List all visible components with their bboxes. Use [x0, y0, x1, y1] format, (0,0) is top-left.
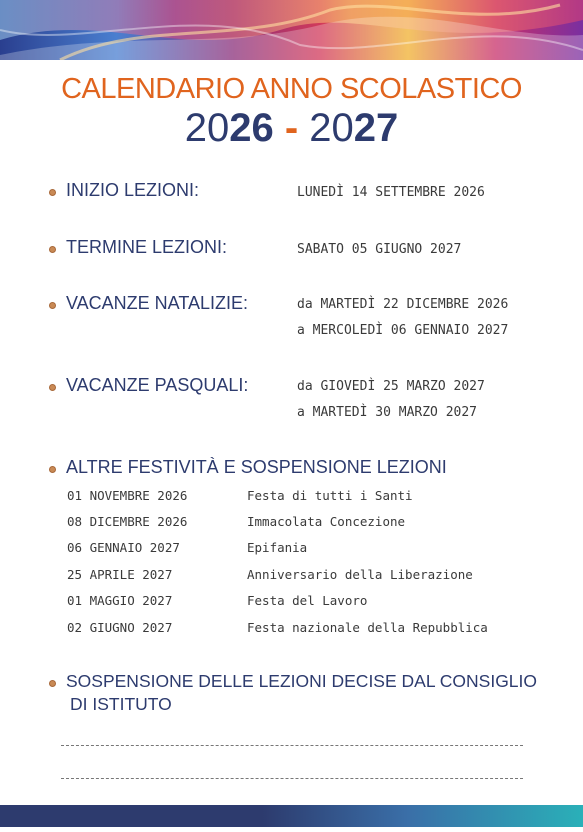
holiday-date: 01 NOVEMBRE 2026 [67, 488, 188, 503]
holiday-date: 25 APRILE 2027 [67, 567, 173, 582]
item-value-end: a MERCOLEDÌ 06 GENNAIO 2027 [297, 323, 509, 338]
footer-gradient-bar [0, 805, 583, 827]
bullet-icon [49, 246, 56, 253]
title-block [0, 72, 583, 150]
bullet-icon [49, 302, 56, 309]
year-end-suffix: 27 [353, 106, 399, 150]
item-label: INIZIO LEZIONI: [66, 180, 200, 200]
page-title: CALENDARIO ANNO SCOLASTICO [61, 73, 522, 105]
year-start-prefix: 20 [184, 106, 230, 150]
suspension-title-line1: SOSPENSIONE DELLE LEZIONI DECISE DAL CONSIGLIO [66, 671, 538, 691]
year-start-suffix: 26 [229, 106, 274, 150]
holiday-name: Festa nazionale della Repubblica [247, 620, 488, 635]
holiday-name: Anniversario della Liberazione [247, 567, 473, 582]
holiday-date: 08 DICEMBRE 2026 [67, 514, 188, 529]
item-label: VACANZE PASQUALI: [66, 375, 249, 395]
bullet-icon [49, 384, 56, 391]
bullet-icon [49, 189, 56, 196]
item-label: VACANZE NATALIZIE: [66, 293, 249, 313]
holiday-name: Festa di tutti i Santi [247, 488, 413, 503]
fill-in-line [61, 778, 523, 779]
holiday-date: 06 GENNAIO 2027 [67, 540, 180, 555]
item-value: SABATO 05 GIUGNO 2027 [297, 242, 462, 257]
holiday-name: Festa del Lavoro [247, 593, 368, 608]
bullet-icon [49, 466, 56, 473]
holiday-name: Immacolata Concezione [247, 514, 406, 529]
item-value-start: da MARTEDÌ 22 DICEMBRE 2026 [297, 297, 509, 312]
holidays-title: ALTRE FESTIVITÀ E SOSPENSIONE LEZIONI [66, 457, 447, 477]
fill-in-line [61, 745, 523, 746]
item-value-end: a MARTEDÌ 30 MARZO 2027 [297, 405, 478, 420]
holiday-name: Epifania [247, 540, 308, 555]
holiday-date: 01 MAGGIO 2027 [67, 593, 173, 608]
item-value-start: da GIOVEDÌ 25 MARZO 2027 [297, 379, 485, 394]
year-end-prefix: 20 [309, 106, 354, 150]
school-year [0, 106, 583, 150]
year-separator: - [284, 106, 299, 150]
suspension-title-line2: DI ISTITUTO [70, 694, 172, 714]
holiday-date: 02 GIUGNO 2027 [67, 620, 173, 635]
header-abstract-art [0, 0, 583, 60]
item-value: LUNEDÌ 14 SETTEMBRE 2026 [297, 185, 485, 200]
bullet-icon [49, 680, 56, 687]
item-label: TERMINE LEZIONI: [66, 237, 228, 257]
